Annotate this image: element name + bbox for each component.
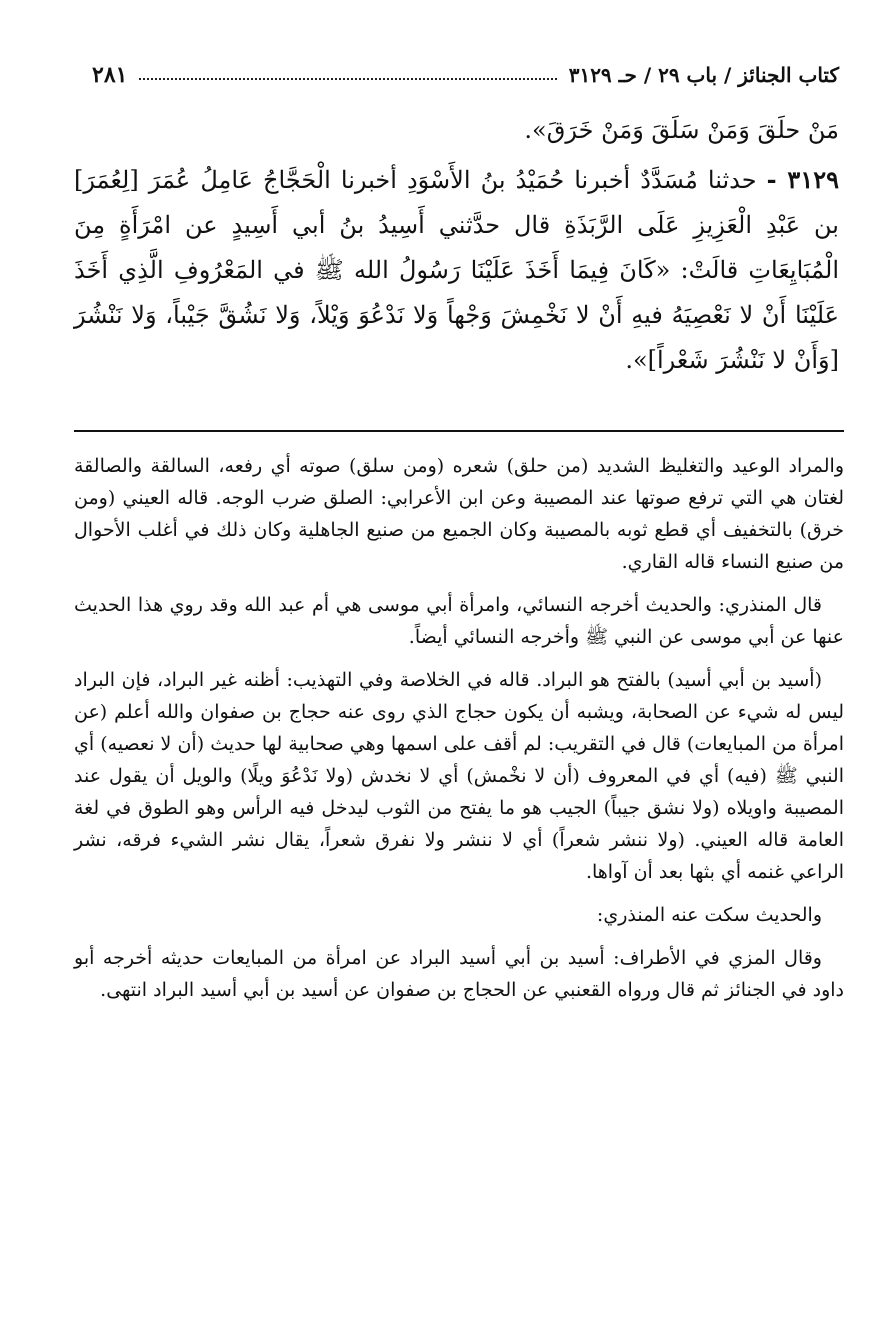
- hadith-body: حدثنا مُسَدَّدٌ أخبرنا حُمَيْدُ بنُ الأَسْوَدِ أخبرنا الْحَجَّاجُ عَامِلُ عُمَرَ [لِعُمَرَ] بن عَبْدِ الْعَزِيزِ عَلَى الرَّبَذَةِ قال حدَّثني أَسِيدُ بنُ أبي أَسِيدٍ عن امْرَأَةٍ مِنَ الْمُبَايِعَاتِ قالَتْ: «كَانَ فِيمَا أَخَذَ عَلَيْنَا رَسُولُ الله ﷺ في المَعْرُوفِ الَّذِي أَخَذَ عَلَيْنَا أَنْ لا نَعْصِيَهُ فيهِ أَنْ لا نَخْمِشَ وَجْهاً وَلا نَدْعُوَ وَيْلاً، وَلا نَشُقَّ جَيْباً، وَلا نَنْشُرَ [وَأَنْ لا نَنْشُرَ شَعْراً]».: [74, 166, 839, 374]
- commentary-paragraph: وقال المزي في الأطراف: أسيد بن أبي أسيد البراد عن امرأة من المبايعات حديثه أخرجه أبو داود في الجنائز ثم قال ورواه القعنبي عن الحجاج بن صفوان عن أسيد بن أبي أسيد البراد انتهى.: [74, 947, 844, 1001]
- running-title: كتاب الجنائز / باب ٢٩ / حـ ٣١٢٩: [568, 63, 839, 87]
- commentary-paragraph: والمراد الوعيد والتغليظ الشديد (من حلق) شعره (ومن سلق) صوته أي رفعه، السالقة والصالقة لغتان هي التي ترفع صوتها عند المصيبة وعن ابن الأعرابي: الصلق ضرب الوجه. قاله العيني (ومن خرق) بالتخفيف أي قطع ثوبه بالمصيبة وكان الجميع من صنيع الجاهلية وكان ذلك في أغلب الأحوال من صنيع النساء قاله القاري.: [74, 455, 844, 573]
- page-header: [92, 58, 839, 92]
- commentary-block: [74, 450, 844, 1017]
- commentary-paragraph: قال المنذري: والحديث أخرجه النسائي، وامرأة أبي موسى هي أم عبد الله وقد روي هذا الحديث عنها عن أبي موسى عن النبي ﷺ وأخرجه النسائي أيضاً.: [74, 594, 844, 648]
- hadith-number: ٣١٢٩ -: [766, 165, 839, 194]
- hadith-3129: [74, 157, 839, 383]
- hadith-text-block: [74, 108, 839, 383]
- hadith-continuation: مَنْ حلَقَ وَمَنْ سَلَقَ وَمَنْ خَرَقَ».: [524, 116, 839, 144]
- commentary-paragraph: والحديث سكت عنه المنذري:: [596, 904, 822, 926]
- footnote-separator: [74, 430, 844, 432]
- page-number: ٢٨١: [92, 62, 128, 88]
- header-leader-dots: [139, 78, 556, 80]
- commentary-paragraph: (أسيد بن أبي أسيد) بالفتح هو البراد. قاله في الخلاصة وفي التهذيب: أظنه غير البراد، فإن البراد ليس له شيء عن الصحابة، ويشبه أن يكون حجاج الذي روى عنه حجاج بن صفوان والله أعلم (عن امرأة من المبايعات) قال في التقريب: لم أقف على اسمها وهي صحابية لها حديث (أن لا نعصيه) أي النبي ﷺ (فيه) أي في المعروف (أن لا نخْمش) أي لا نخدش (ولا نَدْعُوَ ويلًا) والويل أن يقول عند المصيبة واويلاه (ولا نشق جيباً) الجيب هو ما يفتح من الثوب ليدخل فيه الرأس وهو الطوق في لغة العامة قاله العيني. (ولا ننشر شعراً) أي لا ننشر ولا نفرق شعراً، يقال نشر الشيء فرقه، نشر الراعي غنمه أي بثها بعد أن آواها.: [74, 669, 844, 883]
